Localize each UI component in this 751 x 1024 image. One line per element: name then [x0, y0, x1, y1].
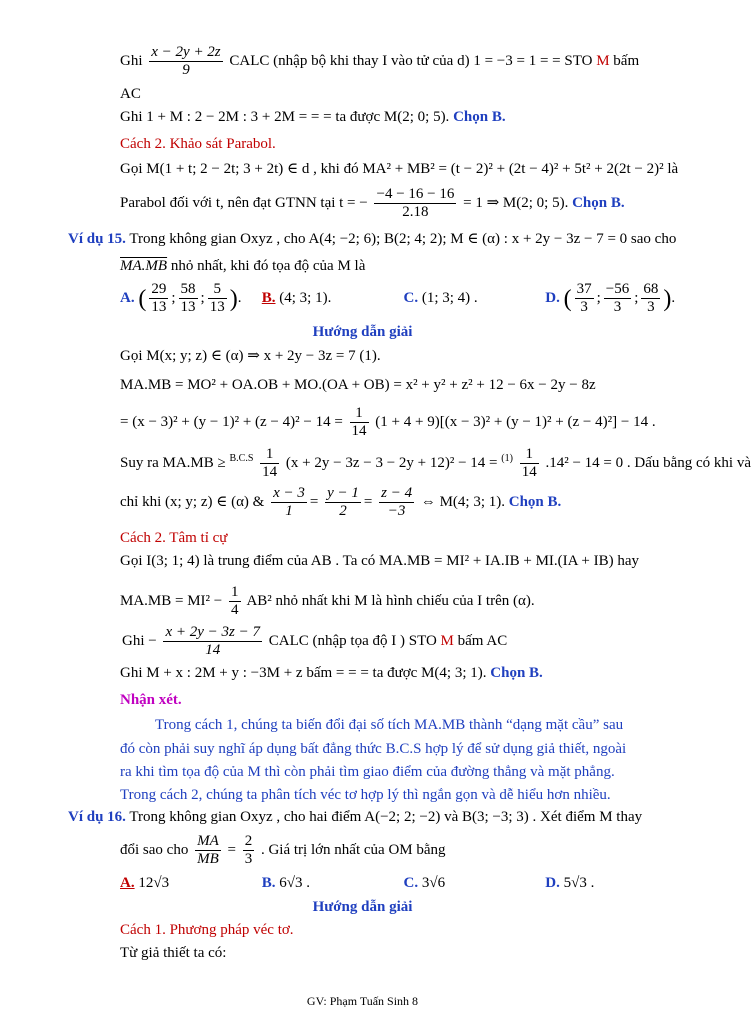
- numerator: MA: [195, 833, 221, 851]
- remark-line-3: [120, 763, 615, 782]
- text: MA.MB = MO² + OA.OB + MO.(OA + OB) = x² + y² + z² + 12 − 6x − 2y − 8z: [120, 377, 596, 393]
- example-16-stem: [68, 808, 642, 827]
- denominator: 14: [262, 464, 278, 481]
- remark-line-1: [155, 716, 623, 735]
- text: Trong cách 2, chúng ta phân tích véc tơ hợp lý thì ngắn gọn và dễ hiểu hơn nhiều.: [120, 787, 611, 803]
- text: đổi sao cho: [120, 842, 189, 859]
- text: AC: [120, 86, 141, 102]
- numerator: 37: [575, 281, 594, 299]
- text: Ghi 1 + M : 2 − 2M : 3 + 2M = = = ta được M(2; 0; 5).: [120, 109, 450, 125]
- example-15-stem-2: [120, 257, 365, 276]
- denominator: 2.18: [402, 204, 429, 221]
- option-a[interactable]: A. ( $\frac{29}{13}$ ; $\frac{58}{13}$ ; $\frac{5}{13}$ ).: [120, 281, 242, 316]
- option-value: 12√3: [138, 875, 170, 891]
- text: (x + 2y − 3z − 3 − 2y + 12)² − 14 =: [285, 455, 498, 472]
- option-label: B.: [261, 290, 276, 307]
- footer-text: GV: Phạm Tuấn Sinh 8: [306, 994, 419, 1008]
- option-d[interactable]: D. ( $\frac{37}{3}$ ; $\frac{-56}{3}$ ; $\frac{68}{3}$ ).: [545, 281, 676, 316]
- method-1-text: [120, 944, 226, 963]
- text: Cách 1. Phương pháp véc tơ.: [120, 922, 294, 938]
- solution-line-2: [120, 376, 596, 395]
- text: bấm AC: [457, 633, 508, 650]
- text: . Giá trị lớn nhất của OM bằng: [260, 842, 446, 859]
- math: MA.MB: [120, 258, 168, 274]
- numerator: 1: [260, 446, 279, 464]
- page-footer: [0, 994, 725, 1009]
- remark-title: [120, 691, 182, 710]
- denominator: 14: [351, 423, 367, 440]
- sto-variable: M: [440, 633, 454, 650]
- method-2-centroid-title: [120, 529, 227, 548]
- option-label: A.: [120, 290, 135, 307]
- line-ac: [120, 85, 141, 104]
- option-value: 5√3 .: [563, 875, 595, 891]
- option-c[interactable]: [404, 289, 542, 308]
- text: (1 + 4 + 9)[(x − 3)² + (y − 1)² + (z − 4)²] − 14 .: [375, 414, 656, 431]
- option-label: B.: [261, 875, 276, 891]
- line-min: [120, 186, 625, 222]
- text: Gọi M(x; y; z) ∈ (α) ⇒ x + 2y − 3z = 7 (1).: [120, 348, 381, 364]
- answer-label: Chọn B.: [508, 494, 562, 511]
- example-15-options: [120, 281, 675, 317]
- numerator: 2: [243, 833, 255, 851]
- denominator: 2: [339, 503, 347, 520]
- text: CALC (nhập tọa độ I ) STO: [268, 633, 437, 650]
- numerator: x − 3: [271, 485, 307, 503]
- method-2-line-1: [120, 552, 639, 571]
- denominator: 9: [182, 62, 190, 79]
- method-2-line-2: [120, 584, 535, 620]
- line-parabola: [120, 160, 678, 179]
- option-label: A.: [120, 875, 135, 891]
- text: Gọi I(3; 1; 4) là trung điểm của AB . Ta có MA.MB = MI² + IA.IB + MI.(IA + IB) hay: [120, 553, 640, 569]
- denominator: 3: [244, 851, 253, 868]
- numerator: 1: [350, 405, 369, 423]
- option-b[interactable]: [262, 874, 400, 893]
- remark-line-2: [120, 740, 626, 759]
- denominator: 4: [231, 602, 239, 619]
- denominator: 13: [180, 299, 196, 316]
- method-2-title: [120, 135, 276, 154]
- fraction: [149, 44, 222, 80]
- text: Cách 2. Khảo sát Parabol.: [120, 136, 276, 152]
- numerator: y − 1: [325, 485, 361, 503]
- example-label: Ví dụ 15.: [68, 231, 126, 247]
- option-value: 6√3 .: [279, 875, 310, 891]
- option-value: (1; 3; 4) .: [421, 290, 478, 307]
- text: Trong không gian Oxyz , cho A(4; −2; 6); B(2; 4; 2); M ∈ (α) : x + 2y − 3z − 7 = 0 sao cho: [129, 231, 677, 247]
- text: Parabol đối với t, nên đạt GTNN tại t = −: [120, 195, 368, 212]
- numerator: x − 2y + 2z: [149, 44, 222, 62]
- denominator: 3: [613, 299, 622, 316]
- text: đó còn phải suy nghĩ áp dụng bất đẳng thức B.C.S hợp lý để sử dụng giả thiết, ngoài: [120, 741, 627, 757]
- solution-line-3: [120, 405, 656, 441]
- numerator: 5: [208, 281, 227, 299]
- numerator: 1: [520, 446, 539, 464]
- solution-line-4: [120, 446, 751, 482]
- example-15-stem: [68, 230, 676, 249]
- text: ⇔ M(4; 3; 1).: [420, 494, 505, 511]
- text: Trong không gian Oxyz , cho hai điểm A(−2; 2; −2) và B(3; −3; 3) . Xét điểm M thay: [129, 809, 643, 825]
- answer-label: Chọn B.: [453, 109, 506, 125]
- guide-title-16: [0, 898, 725, 917]
- example-16-stem-2: [120, 833, 446, 869]
- denominator: −3: [387, 503, 406, 520]
- text: chỉ khi (x; y; z) ∈ (α) &: [120, 494, 265, 511]
- text: Gọi M(1 + t; 2 − 2t; 3 + 2t) ∈ d , khi đó MA² + MB² = (t − 2)² + (2t − 4)² + 5t² + 2(2t − 2)² là: [120, 161, 679, 177]
- equals: =: [227, 842, 236, 859]
- text: Ghi: [120, 53, 143, 70]
- denominator: 13: [209, 299, 225, 316]
- option-b[interactable]: [262, 289, 400, 308]
- numerator: 1: [229, 584, 241, 602]
- bcs-marker: B.C.S: [229, 453, 254, 465]
- numerator: x + 2y − 3z − 7: [163, 624, 262, 642]
- option-label: D.: [545, 290, 560, 307]
- text: CALC (nhập bộ khi thay I vào tử của d) 1 = −3 = 1 = = STO: [229, 53, 593, 70]
- solution-line-1: [120, 347, 381, 366]
- line-calc-1: [120, 44, 639, 80]
- denominator: 3: [647, 299, 655, 316]
- method-2-line-3: [122, 624, 507, 660]
- example-label: Ví dụ 16.: [68, 809, 126, 825]
- text: nhỏ nhất, khi đó tọa độ của M là: [170, 258, 366, 274]
- solution-line-5: chỉ khi (x; y; z) ∈ (α) & $\frac{x - 3}{1}$ = $\frac{y - 1}{2}$ = $\frac{z - 4}{-3}$ ⇔ M(4; 3; 1). Chọn B.: [120, 485, 562, 520]
- option-a[interactable]: [120, 874, 258, 893]
- option-value: 3√6: [421, 875, 446, 891]
- method-2-line-4: [120, 664, 543, 683]
- text: Nhận xét.: [120, 692, 182, 708]
- numerator: 68: [641, 281, 660, 299]
- numerator: −4 − 16 − 16: [374, 186, 456, 204]
- text: Từ giả thiết ta có:: [120, 945, 227, 961]
- text: = 1 ⇒ M(2; 0; 5).: [463, 195, 569, 212]
- text: MA.MB = MI² −: [120, 593, 223, 610]
- option-label: C.: [403, 875, 419, 891]
- text: Ghi −: [122, 633, 157, 650]
- text: Trong cách 1, chúng ta biến đổi đại số tích MA.MB thành “dạng mặt cầu” sau: [155, 717, 624, 733]
- text: Cách 2. Tâm tỉ cự: [120, 530, 228, 546]
- option-value: (4; 3; 1).: [279, 290, 332, 307]
- option-label: C.: [403, 290, 419, 307]
- text: AB² nhỏ nhất khi M là hình chiếu của I trên (α).: [246, 593, 535, 610]
- numerator: 29: [149, 281, 168, 299]
- example-16-options: [120, 874, 594, 893]
- denominator: 14: [521, 464, 537, 481]
- option-c[interactable]: [404, 874, 542, 893]
- guide-title: [0, 323, 725, 342]
- text: bấm: [613, 53, 640, 70]
- option-d[interactable]: [545, 874, 594, 893]
- text: Hướng dẫn giải: [312, 324, 413, 340]
- sto-variable: M: [596, 53, 610, 70]
- line-result-1: [120, 108, 506, 127]
- numerator: z − 4: [379, 485, 414, 503]
- text: Suy ra MA.MB ≥: [120, 455, 226, 472]
- denominator: 3: [580, 299, 588, 316]
- denominator: MB: [197, 851, 219, 868]
- text: .14² − 14 = 0 . Dấu bằng có khi và: [545, 455, 751, 472]
- answer-label: Chọn B.: [490, 665, 543, 681]
- text: ra khi tìm tọa độ của M thì còn phải tìm giao điểm của đường thẳng và mặt phẳng.: [120, 764, 615, 780]
- fraction: [374, 186, 456, 222]
- text: Hướng dẫn giải: [312, 899, 413, 915]
- remark-line-4: [120, 786, 611, 805]
- denominator: 1: [285, 503, 293, 520]
- numerator: 58: [179, 281, 198, 299]
- option-label: D.: [545, 875, 560, 891]
- condition-marker: (1): [501, 453, 513, 465]
- answer-label: Chọn B.: [572, 195, 625, 212]
- method-1-title: [120, 921, 294, 940]
- text: Ghi M + x : 2M + y : −3M + z bấm = = = ta được M(4; 3; 1).: [120, 665, 487, 681]
- numerator: −56: [604, 281, 631, 299]
- denominator: 13: [151, 299, 167, 316]
- denominator: 14: [205, 642, 221, 659]
- text: = (x − 3)² + (y − 1)² + (z − 4)² − 14 =: [120, 414, 343, 431]
